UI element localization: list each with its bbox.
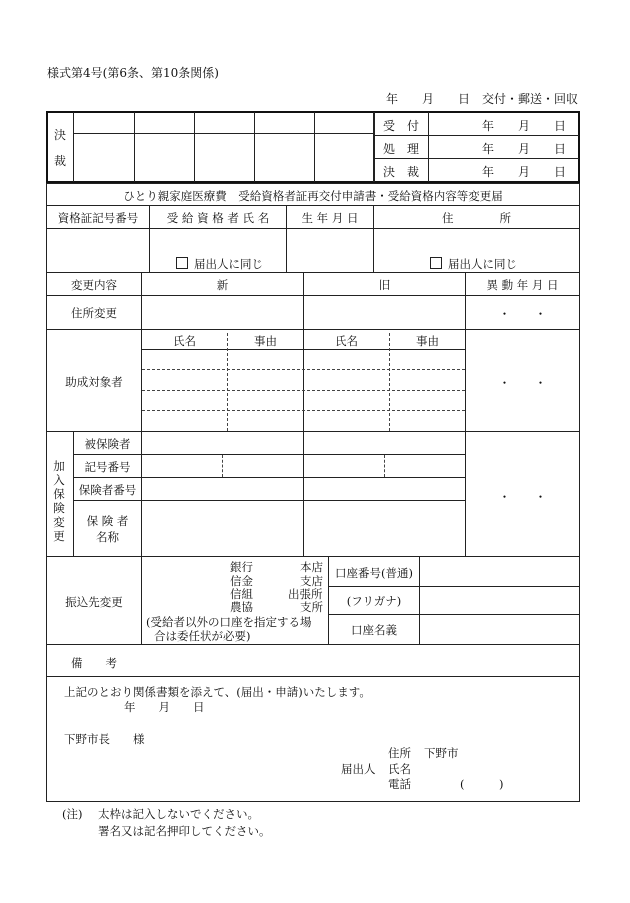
change-old-header: 旧 [378,278,391,292]
furigana-label: (フリガナ) [346,594,402,608]
branch-type-4: 支所 [300,600,323,614]
notes-prefix: (注) [62,807,83,821]
insurer-name-label-1: 保 険 者 [86,514,129,528]
insurer-name-label-2: 名称 [96,530,119,544]
subsidy-new-reason-header: 事由 [254,334,277,348]
transfer-note-2: 合は委任状が必要) [154,629,251,643]
branch-type-2: 支店 [300,574,323,588]
applicant-role: 届出人 [341,762,376,776]
applicant-phone-label: 電話 [388,777,411,791]
birth-date-header: 生 年 月 日 [301,211,359,225]
mayor-addressee: 下野市長 様 [64,732,145,746]
checkbox-icon[interactable] [176,257,188,269]
subsidy-change-date: ・ ・ [498,376,547,390]
applicant-name-label: 氏名 [388,762,411,776]
approval-decided-label: 決 裁 [383,165,420,179]
applicant-address-label: 住所 [388,746,411,760]
bank-type-1: 銀行 [230,560,253,574]
approval-processed-date: 年 月 日 [482,142,567,156]
bank-type-4: 農協 [230,600,253,614]
approval-label-a: 決 [54,128,67,142]
change-new-header: 新 [216,278,229,292]
approval-label-b: 裁 [54,154,67,168]
subsidy-new-name-header: 氏名 [173,334,196,348]
note-2: 署名又は記名押印してください。 [98,824,271,838]
insurance-change-label: 加 入 保 険 変 更 [53,459,65,543]
insurer-number-label: 保険者番号 [78,483,137,497]
address-header: 住 所 [442,211,511,225]
account-number-label: 口座番号(普通) [335,566,413,580]
approval-processed-label: 処 理 [383,142,420,156]
same-as-applicant-name[interactable]: 届出人に同じ [176,256,263,272]
applicant-address-value: 下野市 [424,746,459,760]
subsidy-label: 助成対象者 [65,375,123,389]
approval-received-date: 年 月 日 [482,119,567,133]
date-header: 年 月 日 交付・郵送・回収 [386,92,579,106]
recipient-name-header: 受 給 資 格 者 氏 名 [166,211,270,225]
account-holder-label: 口座名義 [351,623,397,637]
cert-number-header: 資格証記号番号 [57,211,139,225]
branch-type-1: 本店 [300,560,323,574]
transfer-note-1: (受給者以外の口座を指定する場 [146,615,312,629]
change-content-label: 変更内容 [71,278,117,292]
subsidy-old-name-header: 氏名 [335,334,358,348]
declaration-text: 上記のとおり関係書類を添えて、(届出・申請)いたします。 [64,685,371,699]
transfer-change-label: 振込先変更 [65,595,123,609]
note-1: 太枠は記入しないでください。 [98,807,259,821]
form-number: 様式第4号(第6条、第10条関係) [47,66,219,80]
change-date-header: 異 動 年 月 日 [486,278,559,292]
same-as-applicant-address[interactable]: 届出人に同じ [430,256,517,272]
declaration-date: 年 月 日 [124,700,205,714]
checkbox-icon[interactable] [430,257,442,269]
applicant-phone-paren: ( ) [460,777,504,791]
address-change-label: 住所変更 [71,306,117,320]
approval-received-label: 受 付 [383,119,420,133]
insurance-change-date: ・ ・ [498,490,547,504]
bank-type-3: 信組 [230,587,253,601]
remarks-label: 備 考 [71,656,117,670]
bank-type-2: 信金 [230,574,253,588]
approval-decided-date: 年 月 日 [482,165,567,179]
branch-type-3: 出張所 [288,587,323,601]
insured-label: 被保険者 [84,437,131,451]
address-change-date: ・ ・ [498,307,547,321]
symbol-number-label: 記号番号 [84,460,131,474]
form-title: ひとり親家庭医療費 受給資格者証再交付申請書・受給資格内容等変更届 [123,189,503,203]
subsidy-old-reason-header: 事由 [416,334,439,348]
